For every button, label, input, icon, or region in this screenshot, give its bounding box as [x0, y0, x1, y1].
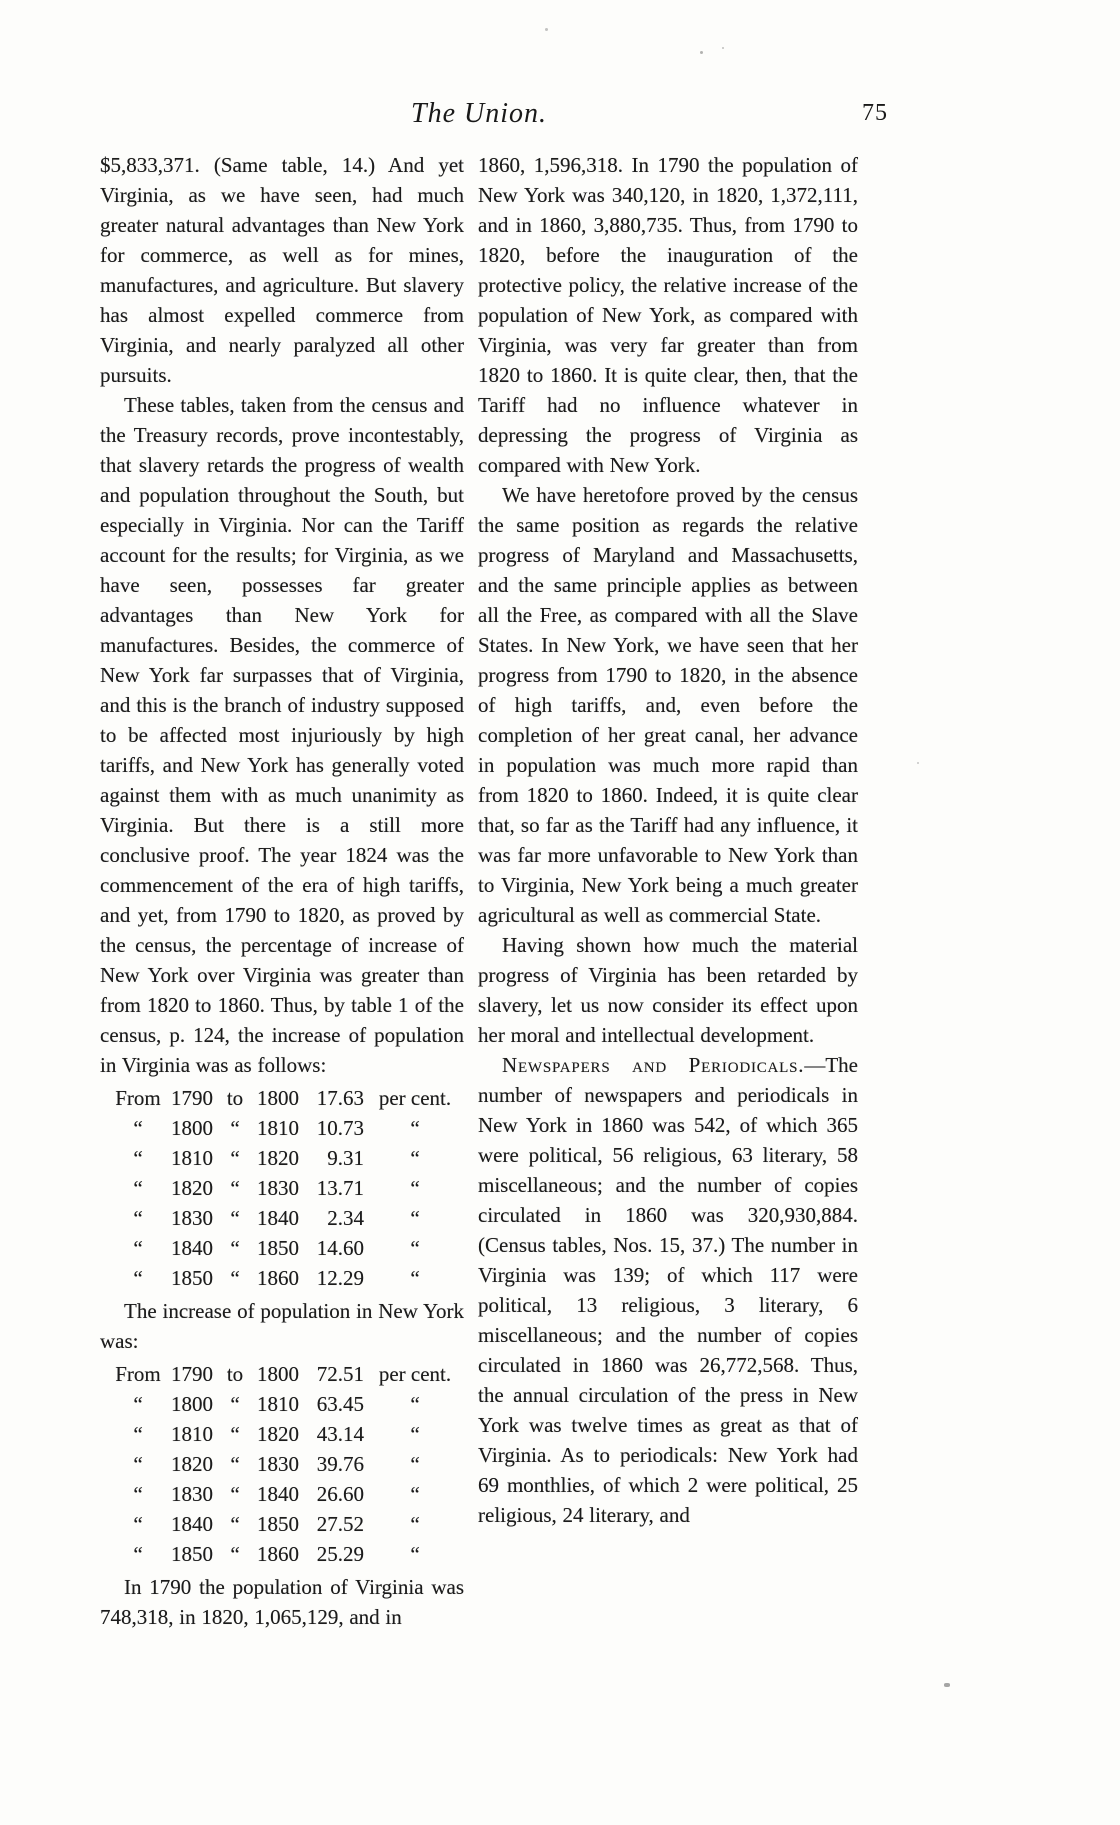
- scan-speck: [545, 28, 548, 31]
- paragraph-newspapers-periodicals: [478, 1050, 858, 1530]
- left-column: [100, 150, 464, 1632]
- newspapers-periodicals-heading: Newspapers and Periodicals.: [502, 1053, 805, 1077]
- scan-speck: [917, 762, 919, 764]
- table-row: [112, 1449, 460, 1479]
- table-cell: “: [133, 1512, 143, 1536]
- table-cell: “: [230, 1482, 240, 1506]
- table-cell: 1810: [257, 1392, 299, 1416]
- table-cell: to: [226, 1086, 244, 1110]
- newspapers-periodicals-text: —The number of newspapers and periodicals in New York in 1860 was 542, of which 365 were political, 56 religious, 63 literary, 58 miscellaneous; and the number of copies circulated in 1860 was 320,930,884. (Census tables, Nos. 15, 37.) The number in Virginia was 139; of which 117 were political, 13 religious, 3 literary, 6 miscellaneous; and the number of copies circulated in 1860 was 26,772,568. Thus, the annual circulation of the press in New York was twelve times as great as that of Virginia. As to periodicals: New York had 69 monthlies, of which 2 were political, 25 religious, 24 literary, and: [478, 1053, 858, 1527]
- table-row: [112, 1083, 460, 1113]
- table-cell: “: [230, 1512, 240, 1536]
- table-cell: “: [230, 1392, 240, 1416]
- table-cell: 1810: [171, 1422, 213, 1446]
- running-head-title: The Union.: [411, 98, 547, 129]
- table-cell: 1850: [257, 1512, 299, 1536]
- table-cell: per cent.: [378, 1086, 452, 1110]
- table-cell: 1800: [171, 1116, 213, 1140]
- table-cell: “: [230, 1422, 240, 1446]
- paragraph-tables-argument: These tables, taken from the census and the Treasury records, prove incontestably, that slavery retards the progress of wealth and population throughout the South, but especially in Virginia. Nor can the Tariff account for the results; for Virginia, as we have seen, possesses far greater advantages than New York for manufactures. Besides, the commerce of New York far surpasses that of Virginia, and this is the branch of industry supposed to be affected most injuriously by high tariffs, and New York has generally voted against them with as much unanimity as Virginia. But there is a still more conclusive proof. The year 1824 was the commencement of the era of high tariffs, and yet, from 1790 to 1820, as proved by the census, the percentage of increase of New York over Virginia was greater than from 1820 to 1860. Thus, by table 1 of the census, p. 124, the increase of population in Virginia was as follows:: [100, 393, 464, 1077]
- table-cell: 1850: [171, 1266, 213, 1290]
- paragraph-newyork-intro: The increase of population in New York was:: [100, 1299, 464, 1353]
- table-cell: 25.29: [316, 1542, 364, 1566]
- paragraph-heretofore-proved: We have heretofore proved by the census the same position as regards the relative progress of Maryland and Massachusetts, and the same principle applies as between all the Free, as compared with all the Slave States. In New York, we have seen that her progress from 1790 to 1820, in the absence of high tariffs, and, even before the completion of her great canal, her advance in population was much more rapid than from 1820 to 1860. Indeed, it is quite clear that, so far as the Tariff had any influence, it was far more unfavorable to New York than to Virginia, New York being a much greater agricultural as well as commercial State.: [478, 483, 858, 927]
- table-cell: 1820: [257, 1422, 299, 1446]
- table-cell: 1790: [171, 1086, 213, 1110]
- table-cell: 1830: [171, 1206, 213, 1230]
- table-cell: 1860: [257, 1266, 299, 1290]
- table-cell: “: [410, 1266, 420, 1290]
- table-cell: “: [133, 1452, 143, 1476]
- table-row: [112, 1359, 460, 1389]
- table-cell: 1800: [257, 1362, 299, 1386]
- table-cell: 2.34: [327, 1206, 364, 1230]
- table-cell: 13.71: [316, 1176, 364, 1200]
- table-row: [112, 1233, 460, 1263]
- table-cell: “: [230, 1452, 240, 1476]
- table-cell: “: [133, 1116, 143, 1140]
- table-cell: From: [115, 1362, 161, 1386]
- table-cell: 17.63: [316, 1086, 364, 1110]
- table-cell: “: [410, 1452, 420, 1476]
- right-column: [478, 150, 858, 1632]
- table-row: [112, 1539, 460, 1569]
- table-cell: 1840: [257, 1206, 299, 1230]
- table-cell: “: [230, 1206, 240, 1230]
- table-cell: 1840: [257, 1482, 299, 1506]
- table-row: [112, 1203, 460, 1233]
- table-cell: 43.14: [316, 1422, 364, 1446]
- table-cell: “: [133, 1176, 143, 1200]
- table-row: [112, 1113, 460, 1143]
- table-cell: 1820: [171, 1176, 213, 1200]
- scan-speck: [944, 1683, 950, 1687]
- text-columns: [100, 150, 858, 1632]
- table-cell: 1850: [171, 1542, 213, 1566]
- table-cell: 9.31: [327, 1146, 364, 1170]
- table-cell: 14.60: [316, 1236, 364, 1260]
- table-cell: “: [230, 1116, 240, 1140]
- table-cell: “: [410, 1542, 420, 1566]
- table-cell: “: [410, 1206, 420, 1230]
- table-row: [112, 1479, 460, 1509]
- table-cell: 1840: [171, 1512, 213, 1536]
- paragraph-having-shown: Having shown how much the material progress of Virginia has been retarded by slavery, let us now consider its effect upon her moral and intellectual development.: [478, 933, 858, 1047]
- table-cell: “: [133, 1542, 143, 1566]
- table-cell: 1800: [257, 1086, 299, 1110]
- table-cell: “: [410, 1146, 420, 1170]
- table-row: [112, 1419, 460, 1449]
- table-cell: From: [115, 1086, 161, 1110]
- table-cell: “: [133, 1482, 143, 1506]
- table-cell: 72.51: [316, 1362, 364, 1386]
- table-cell: “: [133, 1236, 143, 1260]
- table-row: [112, 1389, 460, 1419]
- table-cell: “: [230, 1266, 240, 1290]
- table-cell: 1830: [171, 1482, 213, 1506]
- table-cell: 26.60: [316, 1482, 364, 1506]
- table-cell: 1830: [257, 1176, 299, 1200]
- table-cell: “: [230, 1236, 240, 1260]
- table-cell: 1820: [257, 1146, 299, 1170]
- table-cell: “: [230, 1146, 240, 1170]
- table-cell: “: [133, 1392, 143, 1416]
- table-cell: per cent.: [378, 1362, 452, 1386]
- scan-speck: [722, 47, 724, 49]
- table-cell: 27.52: [316, 1512, 364, 1536]
- table-cell: “: [410, 1422, 420, 1446]
- table-cell: “: [230, 1542, 240, 1566]
- paragraph-intro-continuation: $5,833,371. (Same table, 14.) And yet Virginia, as we have seen, had much greater natural advantages than New York for commerce, as well as for mines, manufactures, and agriculture. But slavery has almost expelled commerce from Virginia, and nearly paralyzed all other pursuits.: [100, 153, 464, 387]
- table-cell: to: [226, 1362, 244, 1386]
- paragraph-closing: In 1790 the population of Virginia was 748,318, in 1820, 1,065,129, and in: [100, 1575, 464, 1629]
- virginia-population-table: [112, 1083, 460, 1293]
- table-cell: 1800: [171, 1392, 213, 1416]
- table-cell: “: [230, 1176, 240, 1200]
- table-cell: 1830: [257, 1452, 299, 1476]
- table-cell: “: [410, 1482, 420, 1506]
- table-cell: 1820: [171, 1452, 213, 1476]
- table-cell: 39.76: [316, 1452, 364, 1476]
- table-cell: 1840: [171, 1236, 213, 1260]
- table-cell: “: [133, 1206, 143, 1230]
- table-cell: “: [410, 1116, 420, 1140]
- table-row: [112, 1173, 460, 1203]
- table-cell: 10.73: [316, 1116, 364, 1140]
- table-cell: 1860: [257, 1542, 299, 1566]
- new-york-population-table: [112, 1359, 460, 1569]
- table-cell: 1790: [171, 1362, 213, 1386]
- table-cell: “: [410, 1512, 420, 1536]
- table-cell: “: [133, 1146, 143, 1170]
- page-number: 75: [862, 100, 888, 126]
- table-cell: 1810: [257, 1116, 299, 1140]
- table-cell: 12.29: [316, 1266, 364, 1290]
- table-cell: “: [410, 1236, 420, 1260]
- table-row: [112, 1509, 460, 1539]
- scan-speck: [700, 51, 703, 54]
- table-row: [112, 1143, 460, 1173]
- table-cell: 63.45: [316, 1392, 364, 1416]
- table-cell: 1850: [257, 1236, 299, 1260]
- table-cell: “: [410, 1176, 420, 1200]
- table-cell: “: [410, 1392, 420, 1416]
- table-cell: 1810: [171, 1146, 213, 1170]
- paragraph-population-continuation: 1860, 1,596,318. In 1790 the population of New York was 340,120, in 1820, 1,372,111, and in 1860, 3,880,735. Thus, from 1790 to 1820, before the inauguration of the protective policy, the relative increase of the population of New York, as compared with Virginia, was very far greater than from 1820 to 1860. It is quite clear, then, that the Tariff had no influence whatever in depressing the progress of Virginia as compared with New York.: [478, 153, 858, 477]
- table-cell: “: [133, 1422, 143, 1446]
- table-row: [112, 1263, 460, 1293]
- table-cell: “: [133, 1266, 143, 1290]
